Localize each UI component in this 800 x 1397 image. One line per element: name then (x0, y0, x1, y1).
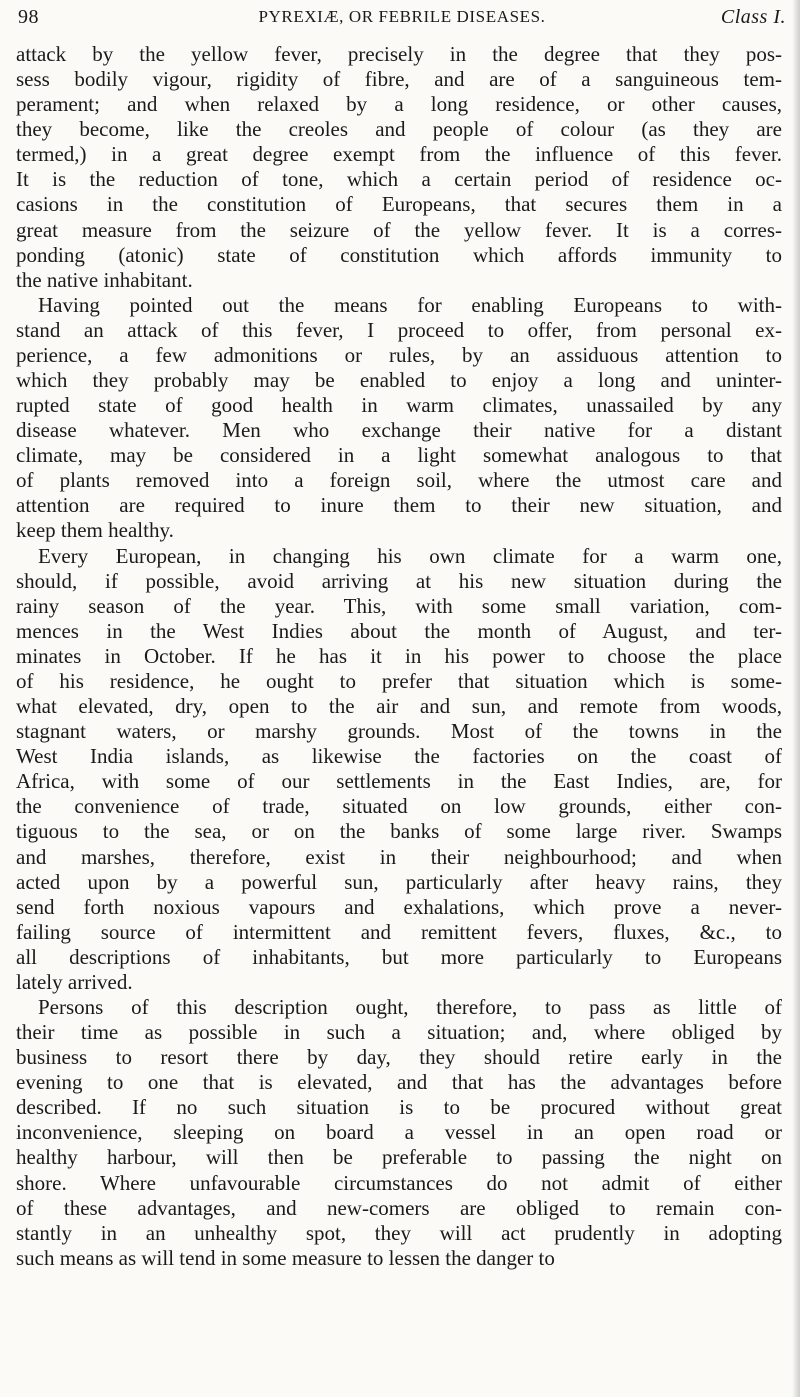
text-line: described. If no such situation is to be procured without great (16, 1095, 782, 1120)
text-line: stagnant waters, or marshy grounds. Most of the towns in the (16, 719, 782, 744)
text-line: minates in October. If he has it in his power to choose the place (16, 643, 782, 668)
text-line: should, if possible, avoid arriving at his new situation during the (16, 568, 782, 593)
text-line: the native inhabitant. (16, 267, 193, 292)
text-line: casions in the constitution of Europeans, that secures them in a (16, 192, 782, 217)
text-line: all descriptions of inhabitants, but more particularly to Europeans (16, 944, 782, 969)
text-line: sess bodily vigour, rigidity of fibre, and are of a sanguineous tem- (16, 67, 782, 92)
text-line: keep them healthy. (16, 518, 174, 543)
text-line: great measure from the seizure of the yellow fever. It is a corres- (16, 217, 782, 242)
text-line: Every European, in changing his own climate for a warm one, (38, 543, 782, 568)
text-line: It is the reduction of tone, which a certain period of residence oc- (16, 167, 782, 192)
text-line: disease whatever. Men who exchange their native for a distant (16, 418, 782, 443)
text-line: of plants removed into a foreign soil, where the utmost care and (16, 468, 782, 493)
text-line: healthy harbour, will then be preferable to passing the night on (16, 1145, 782, 1170)
text-line: send forth noxious vapours and exhalations, which prove a never- (16, 894, 782, 919)
text-line: Having pointed out the means for enabling Europeans to with- (38, 292, 782, 317)
page-edge-shadow (792, 0, 800, 1397)
text-line: Persons of this description ought, therefore, to pass as little of (38, 994, 782, 1019)
text-line: ponding (atonic) state of constitution which affords immunity to (16, 242, 782, 267)
text-line: Africa, with some of our settlements in the East Indies, are, for (16, 769, 782, 794)
text-line: the convenience of trade, situated on low grounds, either con- (16, 794, 782, 819)
text-line: shore. Where unfavourable circumstances do not admit of either (16, 1170, 782, 1195)
class-label: Class I. (720, 6, 786, 28)
text-line: termed,) in a great degree exempt from the influence of this fever. (16, 142, 782, 167)
running-head (18, 6, 786, 36)
text-line: their time as possible in such a situation; and, where obliged by (16, 1020, 782, 1045)
text-line: inconvenience, sleeping on board a vessel in an open road or (16, 1120, 782, 1145)
text-line: what elevated, dry, open to the air and sun, and remote from woods, (16, 694, 782, 719)
text-line: stantly in an unhealthy spot, they will act prudently in adopting (16, 1220, 782, 1245)
text-line: climate, may be considered in a light somewhat analogous to that (16, 443, 782, 468)
text-line: and marshes, therefore, exist in their neighbourhood; and when (16, 844, 782, 869)
text-line: such means as will tend in some measure to lessen the danger to (16, 1245, 555, 1270)
text-line: which they probably may be enabled to enjoy a long and uninter- (16, 368, 782, 393)
text-line: attack by the yellow fever, precisely in the degree that they pos- (16, 42, 782, 66)
text-line: tiguous to the sea, or on the banks of some large river. Swamps (16, 819, 782, 844)
text-line: they become, like the creoles and people of colour (as they are (16, 117, 782, 142)
text-line: of these advantages, and new-comers are obliged to remain con- (16, 1195, 782, 1220)
text-line: rainy season of the year. This, with some small variation, com- (16, 593, 782, 618)
text-line: evening to one that is elevated, and that has the advantages before (16, 1070, 782, 1095)
text-line: failing source of intermittent and remittent fevers, fluxes, &c., to (16, 919, 782, 944)
text-line: perience, a few admonitions or rules, by an assiduous attention to (16, 342, 782, 367)
text-line: business to resort there by day, they should retire early in the (16, 1045, 782, 1070)
running-title: PYREXIÆ, OR FEBRILE DISEASES. (258, 7, 546, 26)
text-line: perament; and when relaxed by a long residence, or other causes, (16, 92, 782, 117)
text-line: acted upon by a powerful sun, particularly after heavy rains, they (16, 869, 782, 894)
text-line: West India islands, as likewise the factories on the coast of (16, 744, 782, 769)
text-line: stand an attack of this fever, I proceed to offer, from personal ex- (16, 317, 782, 342)
page-number: 98 (18, 6, 39, 28)
text-line: mences in the West Indies about the month of August, and ter- (16, 618, 782, 643)
body-text (16, 42, 782, 1271)
text-line: lately arrived. (16, 969, 133, 994)
text-line: of his residence, he ought to prefer that situation which is some- (16, 668, 782, 693)
text-line: attention are required to inure them to their new situation, and (16, 493, 782, 518)
text-line: rupted state of good health in warm climates, unassailed by any (16, 393, 782, 418)
